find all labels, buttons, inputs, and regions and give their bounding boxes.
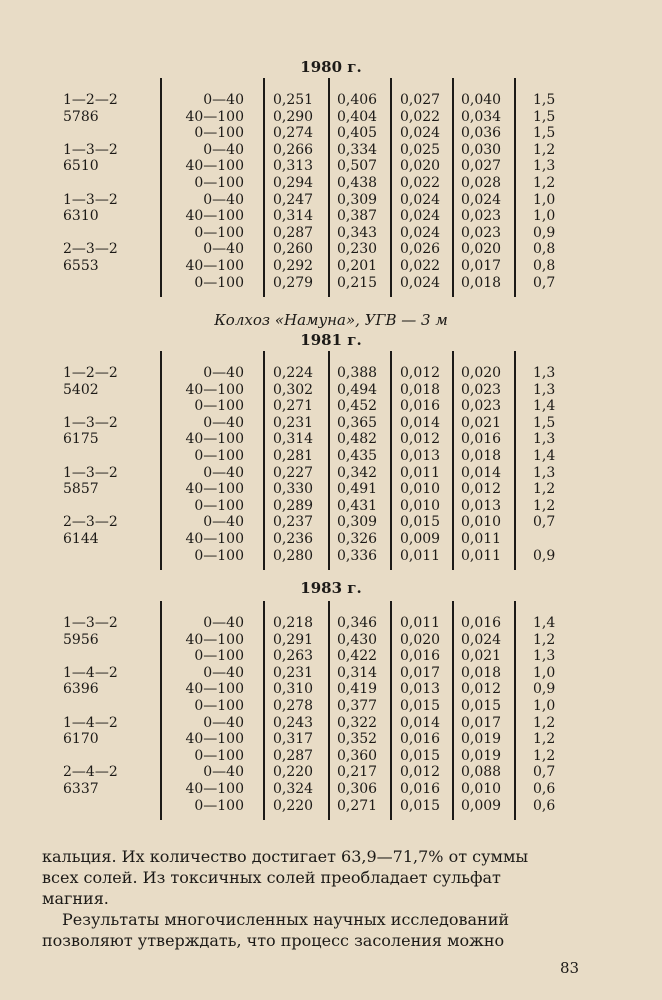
value-cell: 0,280 bbox=[273, 547, 314, 564]
value-cell: 0,016 bbox=[400, 731, 441, 748]
table-row bbox=[0, 382, 662, 398]
value-cell: 0,020 bbox=[400, 631, 441, 648]
table-row bbox=[0, 764, 662, 780]
value-cell: 0,027 bbox=[400, 92, 441, 108]
value-cell: 0,289 bbox=[273, 497, 314, 514]
value-cell: 0,294 bbox=[273, 175, 314, 191]
value-cell: 1,3 bbox=[533, 464, 556, 481]
value-cell: 0,024 bbox=[400, 274, 441, 291]
text-line: позволяют утверждать, что процесс засоления можно bbox=[42, 931, 505, 950]
value-cell: 1,3 bbox=[533, 431, 556, 448]
depth-cell: 0—100 bbox=[194, 175, 244, 191]
depth-cell: 40—100 bbox=[185, 781, 244, 797]
value-cell: 0,012 bbox=[400, 431, 441, 448]
depth-cell: 40—100 bbox=[185, 258, 244, 274]
depth-cell: 0—40 bbox=[203, 764, 244, 781]
value-cell: 0,342 bbox=[337, 464, 378, 481]
value-cell: 1,5 bbox=[533, 108, 556, 125]
value-cell: 0,030 bbox=[461, 141, 502, 158]
table-row bbox=[0, 748, 662, 764]
value-cell: 0,022 bbox=[400, 108, 441, 125]
table-row bbox=[0, 665, 662, 681]
text-line: магния. bbox=[42, 889, 109, 908]
value-cell: 0,271 bbox=[337, 797, 378, 814]
value-cell: 0,7 bbox=[533, 274, 556, 291]
section-heading-1980: 1980 г. bbox=[300, 58, 362, 76]
section-heading-1981: 1981 г. bbox=[300, 331, 362, 349]
value-cell: 0,8 bbox=[533, 241, 556, 258]
table-row bbox=[0, 109, 662, 125]
value-cell: 0,014 bbox=[400, 414, 441, 431]
value-cell: 0,247 bbox=[273, 191, 314, 208]
value-cell: 0,023 bbox=[461, 224, 502, 241]
value-cell: 1,0 bbox=[533, 208, 556, 225]
value-cell: 0,271 bbox=[273, 398, 314, 415]
depth-cell: 0—40 bbox=[203, 464, 244, 481]
depth-cell: 0—100 bbox=[194, 648, 244, 665]
value-cell: 0,218 bbox=[273, 615, 314, 631]
value-cell: 0,405 bbox=[337, 125, 378, 142]
table-row bbox=[0, 158, 662, 174]
value-cell: 0,220 bbox=[273, 797, 314, 814]
value-cell: 0,015 bbox=[400, 747, 441, 764]
value-cell: 1,0 bbox=[533, 698, 556, 714]
value-cell: 0,010 bbox=[461, 781, 502, 797]
value-cell: 0,330 bbox=[273, 481, 314, 498]
value-cell: 0,024 bbox=[400, 208, 441, 225]
value-cell: 0,251 bbox=[273, 92, 314, 108]
value-cell: 0,387 bbox=[337, 208, 378, 225]
value-cell: 0,036 bbox=[461, 125, 502, 142]
value-cell: 0,388 bbox=[337, 365, 378, 381]
value-cell: 1,5 bbox=[533, 125, 556, 142]
value-cell: 0,026 bbox=[400, 241, 441, 258]
value-cell: 0,431 bbox=[337, 497, 378, 514]
table-row bbox=[0, 715, 662, 731]
value-cell: 0,023 bbox=[461, 398, 502, 415]
value-cell: 0,215 bbox=[337, 274, 378, 291]
value-cell: 0,020 bbox=[461, 365, 502, 381]
value-cell: 0,011 bbox=[400, 464, 441, 481]
value-cell: 0,263 bbox=[273, 648, 314, 665]
value-cell: 0,020 bbox=[400, 158, 441, 175]
value-cell: 0,018 bbox=[400, 381, 441, 398]
value-cell: 0,020 bbox=[461, 241, 502, 258]
depth-cell: 40—100 bbox=[185, 208, 244, 225]
table-row bbox=[0, 365, 662, 381]
table-row bbox=[0, 514, 662, 530]
depth-cell: 0—100 bbox=[194, 448, 244, 464]
value-cell: 0,243 bbox=[273, 714, 314, 731]
value-cell: 0,360 bbox=[337, 747, 378, 764]
value-cell: 0,237 bbox=[273, 514, 314, 531]
plot-id-cell: 6170 bbox=[63, 731, 99, 748]
value-cell: 0,021 bbox=[461, 648, 502, 665]
plot-id-cell: 6553 bbox=[63, 258, 99, 274]
value-cell: 0,281 bbox=[273, 448, 314, 464]
value-cell: 0,015 bbox=[461, 698, 502, 714]
value-cell: 0,7 bbox=[533, 764, 556, 781]
body-text bbox=[42, 846, 587, 951]
plot-id-cell: 6144 bbox=[63, 531, 99, 547]
plot-id-cell: 5786 bbox=[63, 108, 99, 125]
plot-id-cell: 1—2—2 bbox=[63, 92, 118, 108]
depth-cell: 0—40 bbox=[203, 141, 244, 158]
table-row bbox=[0, 681, 662, 697]
value-cell: 0,040 bbox=[461, 92, 502, 108]
value-cell: 0,322 bbox=[337, 714, 378, 731]
value-cell: 0,343 bbox=[337, 224, 378, 241]
value-cell: 0,346 bbox=[337, 615, 378, 631]
value-cell: 0,314 bbox=[273, 208, 314, 225]
value-cell: 0,9 bbox=[533, 547, 556, 564]
plot-id-cell: 6310 bbox=[63, 208, 99, 225]
table-row bbox=[0, 498, 662, 514]
table-row bbox=[0, 208, 662, 224]
plot-id-cell: 5956 bbox=[63, 631, 99, 648]
value-cell: 0,377 bbox=[337, 698, 378, 714]
table-row bbox=[0, 698, 662, 714]
value-cell: 0,023 bbox=[461, 208, 502, 225]
value-cell: 0,287 bbox=[273, 224, 314, 241]
value-cell: 1,5 bbox=[533, 414, 556, 431]
plot-id-cell: 6510 bbox=[63, 158, 99, 175]
value-cell: 1,3 bbox=[533, 648, 556, 665]
table-row bbox=[0, 258, 662, 274]
value-cell: 0,024 bbox=[461, 631, 502, 648]
depth-cell: 0—100 bbox=[194, 747, 244, 764]
plot-id-cell: 1—3—2 bbox=[63, 414, 118, 431]
plot-id-cell: 1—3—2 bbox=[63, 615, 118, 631]
value-cell: 0,014 bbox=[400, 714, 441, 731]
value-cell: 1,4 bbox=[533, 448, 556, 464]
value-cell: 0,011 bbox=[461, 547, 502, 564]
value-cell: 1,2 bbox=[533, 714, 556, 731]
value-cell: 0,334 bbox=[337, 141, 378, 158]
table-row bbox=[0, 781, 662, 797]
value-cell: 1,3 bbox=[533, 158, 556, 175]
value-cell: 0,507 bbox=[337, 158, 378, 175]
depth-cell: 0—100 bbox=[194, 497, 244, 514]
table-row bbox=[0, 398, 662, 414]
value-cell: 0,306 bbox=[337, 781, 378, 797]
value-cell: 0,021 bbox=[461, 414, 502, 431]
value-cell: 0,231 bbox=[273, 664, 314, 681]
value-cell: 0,015 bbox=[400, 797, 441, 814]
plot-id-cell: 5857 bbox=[63, 481, 99, 498]
value-cell: 0,009 bbox=[461, 797, 502, 814]
value-cell: 0,482 bbox=[337, 431, 378, 448]
value-cell: 1,2 bbox=[533, 731, 556, 748]
value-cell: 1,3 bbox=[533, 365, 556, 381]
value-cell: 0,016 bbox=[400, 648, 441, 665]
value-cell: 0,230 bbox=[337, 241, 378, 258]
value-cell: 0,024 bbox=[400, 191, 441, 208]
value-cell: 1,2 bbox=[533, 631, 556, 648]
value-cell: 0,018 bbox=[461, 274, 502, 291]
table-row bbox=[0, 448, 662, 464]
depth-cell: 0—100 bbox=[194, 398, 244, 415]
table-row bbox=[0, 241, 662, 257]
depth-cell: 0—100 bbox=[194, 698, 244, 714]
plot-id-cell: 2—4—2 bbox=[63, 764, 118, 781]
plot-id-cell: 6175 bbox=[63, 431, 99, 448]
value-cell: 0,017 bbox=[461, 714, 502, 731]
value-cell: 0,015 bbox=[400, 514, 441, 531]
value-cell: 0,012 bbox=[400, 365, 441, 381]
value-cell: 0,309 bbox=[337, 514, 378, 531]
value-cell: 0,022 bbox=[400, 175, 441, 191]
value-cell: 0,314 bbox=[337, 664, 378, 681]
table-row bbox=[0, 531, 662, 547]
value-cell: 1,0 bbox=[533, 664, 556, 681]
value-cell: 1,3 bbox=[533, 381, 556, 398]
value-cell: 0,435 bbox=[337, 448, 378, 464]
depth-cell: 40—100 bbox=[185, 431, 244, 448]
value-cell: 1,4 bbox=[533, 615, 556, 631]
depth-cell: 0—40 bbox=[203, 191, 244, 208]
table-row bbox=[0, 415, 662, 431]
value-cell: 0,260 bbox=[273, 241, 314, 258]
table-row bbox=[0, 615, 662, 631]
value-cell: 0,023 bbox=[461, 381, 502, 398]
value-cell: 0,419 bbox=[337, 681, 378, 698]
value-cell: 0,024 bbox=[400, 224, 441, 241]
value-cell: 0,6 bbox=[533, 781, 556, 797]
value-cell: 0,011 bbox=[400, 547, 441, 564]
value-cell: 0,9 bbox=[533, 681, 556, 698]
value-cell: 0,016 bbox=[461, 615, 502, 631]
plot-id-cell: 6337 bbox=[63, 781, 99, 797]
value-cell: 0,279 bbox=[273, 274, 314, 291]
table-row bbox=[0, 431, 662, 447]
table-row bbox=[0, 225, 662, 241]
value-cell: 0,278 bbox=[273, 698, 314, 714]
value-cell: 0,404 bbox=[337, 108, 378, 125]
depth-cell: 0—40 bbox=[203, 414, 244, 431]
value-cell: 1,0 bbox=[533, 191, 556, 208]
value-cell: 0,317 bbox=[273, 731, 314, 748]
value-cell: 0,438 bbox=[337, 175, 378, 191]
depth-cell: 0—40 bbox=[203, 615, 244, 631]
value-cell: 0,017 bbox=[461, 258, 502, 274]
section-heading-1983: 1983 г. bbox=[300, 579, 362, 597]
depth-cell: 40—100 bbox=[185, 108, 244, 125]
value-cell: 0,010 bbox=[400, 497, 441, 514]
value-cell: 0,010 bbox=[400, 481, 441, 498]
table-row bbox=[0, 632, 662, 648]
value-cell: 1,2 bbox=[533, 481, 556, 498]
plot-id-cell: 1—3—2 bbox=[63, 191, 118, 208]
value-cell: 0,022 bbox=[400, 258, 441, 274]
value-cell: 0,028 bbox=[461, 175, 502, 191]
value-cell: 0,7 bbox=[533, 514, 556, 531]
value-cell: 1,2 bbox=[533, 497, 556, 514]
value-cell: 0,011 bbox=[461, 531, 502, 547]
value-cell: 0,024 bbox=[400, 125, 441, 142]
value-cell: 0,034 bbox=[461, 108, 502, 125]
plot-id-cell: 6396 bbox=[63, 681, 99, 698]
value-cell: 0,310 bbox=[273, 681, 314, 698]
value-cell: 0,019 bbox=[461, 731, 502, 748]
value-cell: 0,220 bbox=[273, 764, 314, 781]
table-row bbox=[0, 798, 662, 814]
value-cell: 1,2 bbox=[533, 747, 556, 764]
value-cell: 0,302 bbox=[273, 381, 314, 398]
value-cell: 0,224 bbox=[273, 365, 314, 381]
plot-id-cell: 1—4—2 bbox=[63, 664, 118, 681]
value-cell: 0,088 bbox=[461, 764, 502, 781]
value-cell: 0,014 bbox=[461, 464, 502, 481]
value-cell: 0,9 bbox=[533, 224, 556, 241]
depth-cell: 0—40 bbox=[203, 714, 244, 731]
text-line: Результаты многочисленных научных исследований bbox=[62, 910, 510, 929]
text-line: кальция. Их количество достигает 63,9—71,7% от суммы bbox=[42, 847, 529, 866]
depth-cell: 40—100 bbox=[185, 481, 244, 498]
value-cell: 0,015 bbox=[400, 698, 441, 714]
text-line: всех солей. Из токсичных солей преобладает сульфат bbox=[42, 868, 501, 887]
value-cell: 0,326 bbox=[337, 531, 378, 547]
plot-id-cell: 1—3—2 bbox=[63, 141, 118, 158]
value-cell: 0,406 bbox=[337, 92, 378, 108]
depth-cell: 40—100 bbox=[185, 731, 244, 748]
depth-cell: 0—100 bbox=[194, 224, 244, 241]
value-cell: 0,309 bbox=[337, 191, 378, 208]
value-cell: 0,8 bbox=[533, 258, 556, 274]
value-cell: 0,336 bbox=[337, 547, 378, 564]
table-row bbox=[0, 175, 662, 191]
depth-cell: 40—100 bbox=[185, 531, 244, 547]
depth-cell: 0—100 bbox=[194, 125, 244, 142]
value-cell: 0,016 bbox=[400, 781, 441, 797]
value-cell: 1,2 bbox=[533, 175, 556, 191]
value-cell: 0,201 bbox=[337, 258, 378, 274]
value-cell: 0,452 bbox=[337, 398, 378, 415]
value-cell: 0,266 bbox=[273, 141, 314, 158]
value-cell: 0,027 bbox=[461, 158, 502, 175]
page-number: 83 bbox=[560, 959, 580, 977]
table-row bbox=[0, 731, 662, 747]
depth-cell: 40—100 bbox=[185, 381, 244, 398]
value-cell: 0,314 bbox=[273, 431, 314, 448]
value-cell: 0,365 bbox=[337, 414, 378, 431]
plot-id-cell: 1—2—2 bbox=[63, 365, 118, 381]
value-cell: 0,236 bbox=[273, 531, 314, 547]
depth-cell: 40—100 bbox=[185, 158, 244, 175]
value-cell: 0,274 bbox=[273, 125, 314, 142]
plot-id-cell: 1—4—2 bbox=[63, 714, 118, 731]
plot-id-cell: 2—3—2 bbox=[63, 514, 118, 531]
depth-cell: 0—40 bbox=[203, 664, 244, 681]
value-cell: 0,231 bbox=[273, 414, 314, 431]
value-cell: 0,6 bbox=[533, 797, 556, 814]
table-row bbox=[0, 275, 662, 291]
value-cell: 0,430 bbox=[337, 631, 378, 648]
table-row bbox=[0, 192, 662, 208]
table-row bbox=[0, 465, 662, 481]
depth-cell: 0—100 bbox=[194, 547, 244, 564]
value-cell: 0,287 bbox=[273, 747, 314, 764]
value-cell: 0,024 bbox=[461, 191, 502, 208]
value-cell: 0,013 bbox=[400, 448, 441, 464]
depth-cell: 0—40 bbox=[203, 514, 244, 531]
value-cell: 0,019 bbox=[461, 747, 502, 764]
plot-id-cell: 5402 bbox=[63, 381, 99, 398]
value-cell: 0,018 bbox=[461, 448, 502, 464]
value-cell: 0,025 bbox=[400, 141, 441, 158]
value-cell: 0,011 bbox=[400, 615, 441, 631]
table-row bbox=[0, 125, 662, 141]
depth-cell: 0—100 bbox=[194, 797, 244, 814]
value-cell: 0,324 bbox=[273, 781, 314, 797]
value-cell: 1,2 bbox=[533, 141, 556, 158]
depth-cell: 40—100 bbox=[185, 631, 244, 648]
table-row bbox=[0, 142, 662, 158]
value-cell: 0,352 bbox=[337, 731, 378, 748]
table-row bbox=[0, 548, 662, 564]
value-cell: 0,010 bbox=[461, 514, 502, 531]
table-row bbox=[0, 648, 662, 664]
value-cell: 0,494 bbox=[337, 381, 378, 398]
value-cell: 0,313 bbox=[273, 158, 314, 175]
plot-id-cell: 2—3—2 bbox=[63, 241, 118, 258]
depth-cell: 40—100 bbox=[185, 681, 244, 698]
value-cell: 0,291 bbox=[273, 631, 314, 648]
value-cell: 0,013 bbox=[400, 681, 441, 698]
value-cell: 0,227 bbox=[273, 464, 314, 481]
value-cell: 0,217 bbox=[337, 764, 378, 781]
value-cell: 0,016 bbox=[461, 431, 502, 448]
value-cell: 0,016 bbox=[400, 398, 441, 415]
value-cell: 0,017 bbox=[400, 664, 441, 681]
table-row bbox=[0, 481, 662, 497]
value-cell: 1,4 bbox=[533, 398, 556, 415]
value-cell: 0,013 bbox=[461, 497, 502, 514]
value-cell: 0,009 bbox=[400, 531, 441, 547]
depth-cell: 0—40 bbox=[203, 365, 244, 381]
farm-subtitle: Колхоз «Намуна», УГВ — 3 м bbox=[214, 311, 448, 329]
value-cell: 1,5 bbox=[533, 92, 556, 108]
value-cell: 0,422 bbox=[337, 648, 378, 665]
depth-cell: 0—40 bbox=[203, 92, 244, 108]
value-cell: 0,012 bbox=[400, 764, 441, 781]
value-cell: 0,491 bbox=[337, 481, 378, 498]
value-cell: 0,012 bbox=[461, 481, 502, 498]
value-cell: 0,290 bbox=[273, 108, 314, 125]
plot-id-cell: 1—3—2 bbox=[63, 464, 118, 481]
table-row bbox=[0, 92, 662, 108]
value-cell: 0,292 bbox=[273, 258, 314, 274]
value-cell: 0,018 bbox=[461, 664, 502, 681]
depth-cell: 0—40 bbox=[203, 241, 244, 258]
depth-cell: 0—100 bbox=[194, 274, 244, 291]
value-cell: 0,012 bbox=[461, 681, 502, 698]
